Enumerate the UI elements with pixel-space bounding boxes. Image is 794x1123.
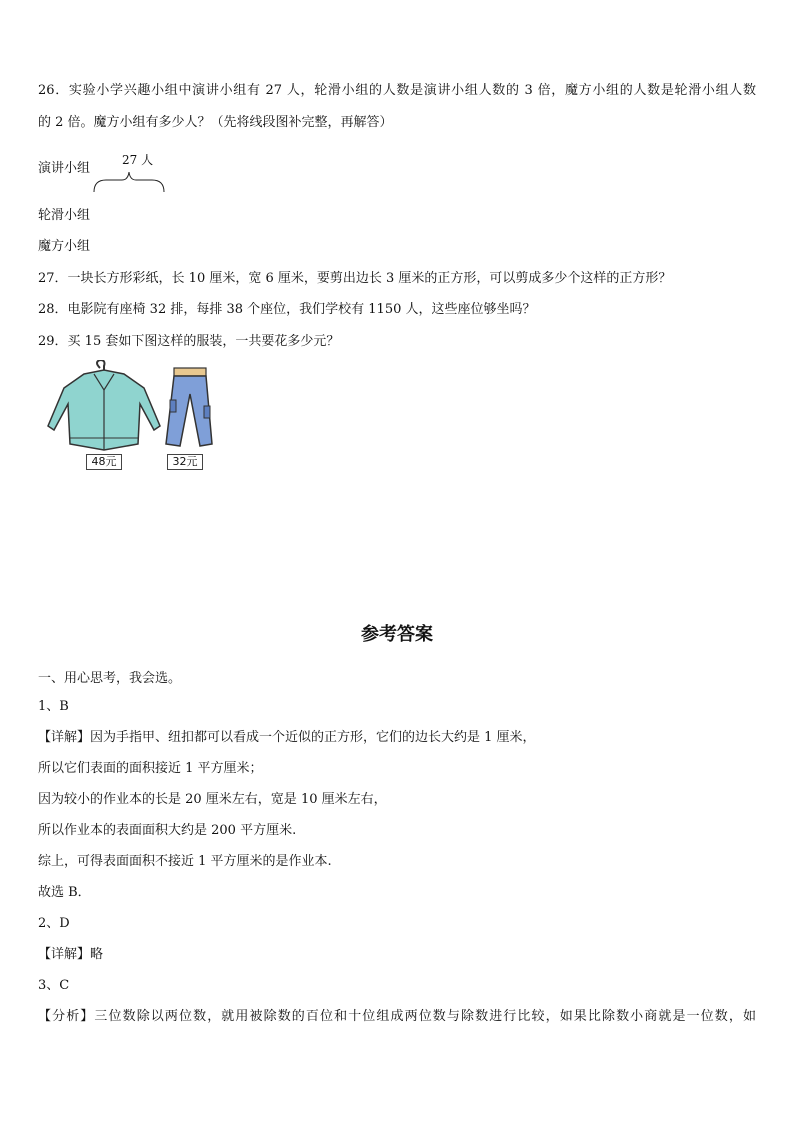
answer-1-detail-3: 因为较小的作业本的长是 20 厘米左右，宽是 10 厘米左右，: [38, 792, 387, 807]
segment-brace: [92, 168, 166, 196]
answer-1-detail-1: 【详解】因为手指甲、纽扣都可以看成一个近似的正方形，它们的边长大约是 1 厘米，: [38, 730, 536, 745]
jacket-image: [44, 360, 164, 455]
answer-1: 1、B: [38, 699, 69, 714]
answer-1-detail-4: 所以作业本的表面面积大约是 200 平方厘米.: [38, 823, 297, 838]
label-cube-group: 魔方小组: [38, 239, 91, 254]
answer-1-detail-2: 所以它们表面的面积接近 1 平方厘米；: [38, 761, 263, 776]
jacket-price-tag: 48元: [86, 454, 122, 470]
label-speech-group: 演讲小组: [38, 161, 91, 176]
pants-image: [158, 364, 218, 454]
answer-3-detail: 【分析】三位数除以两位数，就用被除数的百位和十位组成两位数与除数进行比较，如果比除数小商就是一位数，如: [38, 1009, 756, 1024]
question-28: 28．电影院有座椅 32 排，每排 38 个座位，我们学校有 1150 人，这些座位够坐吗？: [38, 302, 536, 317]
answer-1-detail-5: 综上，可得表面面积不接近 1 平方厘米的是作业本.: [38, 854, 332, 869]
answer-key-title: 参考答案: [361, 624, 433, 645]
brace-value-label: 27 人: [122, 153, 154, 167]
answer-2: 2、D: [38, 916, 70, 931]
answer-3: 3、C: [38, 978, 70, 993]
label-skating-group: 轮滑小组: [38, 208, 91, 223]
answer-1-detail-6: 故选 B．: [38, 885, 91, 900]
question-27: 27．一块长方形彩纸，长 10 厘米，宽 6 厘米，要剪出边长 3 厘米的正方形，可以剪成多少个这样的正方形？: [38, 271, 672, 286]
pants-price-tag: 32元: [167, 454, 203, 470]
section-heading: 一、用心思考，我会选。: [38, 671, 182, 686]
q26-text-line2: 的 2 倍。魔方小组有多少人？（先将线段图补完整，再解答）: [38, 115, 393, 130]
answer-2-detail: 【详解】略: [38, 947, 104, 962]
q26-text-line1: 26．实验小学兴趣小组中演讲小组有 27 人，轮滑小组的人数是演讲小组人数的 3 倍，魔方小组的人数是轮滑小组人数: [38, 83, 756, 98]
question-29: 29．买 15 套如下图这样的服装，一共要花多少元？: [38, 334, 340, 349]
